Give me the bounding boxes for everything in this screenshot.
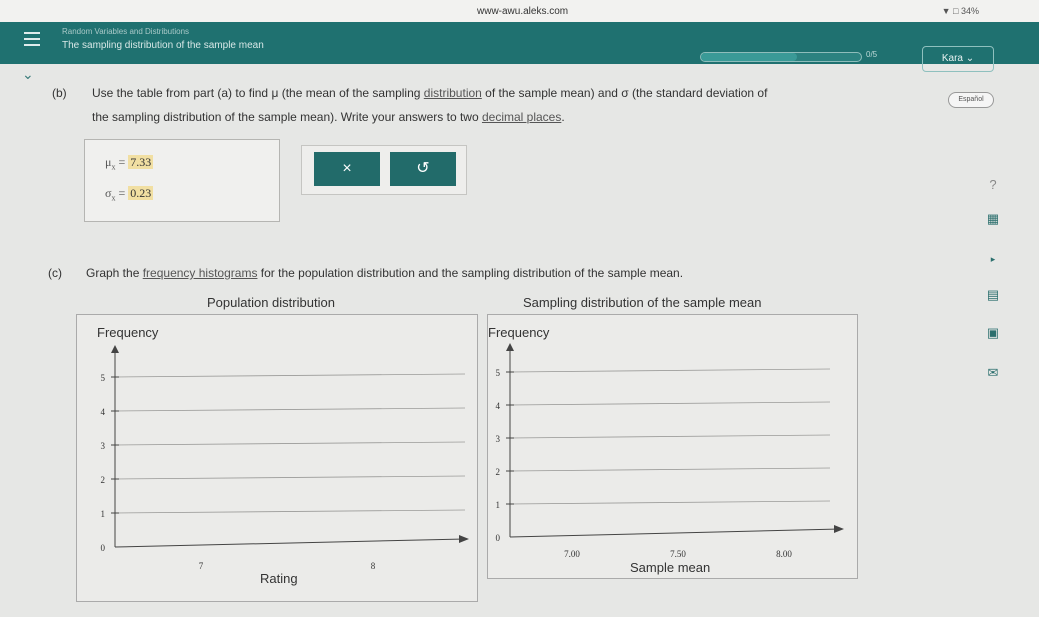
sigma-answer-input[interactable]: 0.23 [130,186,152,200]
collapse-chevron-icon[interactable]: ⌄ [22,66,34,82]
progress-fill [701,53,797,61]
part-b-text-4: (the standard deviation of [632,86,768,100]
topic-label: Random Variables and Distributions [62,27,190,36]
help-icon[interactable]: ? [989,177,997,192]
samp-y-tick-label: 3 [495,434,500,444]
part-b-line-2-end: . [561,110,565,124]
frequency-histograms-link[interactable]: frequency histograms [142,266,258,280]
mu-subscript: x [111,162,116,172]
population-x-arrow [459,535,469,543]
part-b-text [92,86,767,100]
population-graph-canvas[interactable] [77,315,477,601]
part-c-text-1: Graph the [86,266,140,280]
sampling-graph-title: Sampling distribution of the sample mean [523,295,762,310]
population-y-arrow [111,345,119,353]
sampling-x-arrow [834,525,844,533]
part-c-text-2: for the population distribution and the sampling distribution of the sample mean. [260,266,684,280]
part-b-text-2: (the mean of the sampling [281,86,421,100]
samp-y-tick-label: 1 [495,500,500,510]
device-status: ▼ □ 34% [941,6,979,16]
mu-answer-label: μ [105,155,112,169]
pop-gridline [115,374,465,377]
pop-gridline [115,408,465,411]
page-title: The sampling distribution of the sample mean [62,40,264,51]
samp-gridline [510,402,830,405]
samp-gridline [510,501,830,504]
decimal-places-link[interactable]: decimal places [481,110,562,124]
clear-button[interactable]: × [314,152,380,186]
answer-box [84,139,280,222]
samp-x-tick-label: 7.50 [670,549,686,559]
grid-icon[interactable]: ▤ [986,287,1000,302]
mu-equals: = [118,155,126,169]
pop-y-tick-label: 0 [100,543,105,553]
progress-text: 0/5 [866,50,878,59]
pop-gridline [115,442,465,445]
population-graph[interactable] [76,314,478,602]
hamburger-menu-icon[interactable] [24,32,40,46]
app-header [0,22,1039,64]
population-x-axis [115,539,465,547]
mu-answer-row [105,155,153,171]
part-b-line-2 [92,110,565,124]
distribution-link[interactable]: distribution [423,86,482,100]
sampling-x-axis [510,529,840,537]
samp-x-tick-label: 8.00 [776,549,792,559]
population-graph-title: Population distribution [207,295,335,310]
pop-y-tick-label: 2 [100,475,105,485]
url-text[interactable]: www-awu.aleks.com [477,6,569,17]
sampling-graph-canvas[interactable] [488,315,857,578]
population-x-axis-label: Rating [260,571,298,586]
pop-y-tick-label: 5 [100,373,105,383]
bookmark-icon[interactable]: ▣ [986,325,1000,340]
samp-y-tick-label: 2 [495,467,500,477]
part-b-text-3: of the sample mean) and [485,86,618,100]
part-c-text [86,266,683,280]
sampling-y-arrow [506,343,514,351]
sigma-answer-label: σ [105,186,112,200]
pop-gridline [115,476,465,479]
samp-y-tick-label: 4 [495,401,500,411]
part-b-line-2-text: the sampling distribution of the sample mean). Write your answers to two [92,110,479,124]
calculator-icon[interactable]: ▦ [986,211,1000,226]
samp-x-tick-label: 7.00 [564,549,580,559]
chevron-down-icon: ⌄ [965,53,975,64]
sampling-x-axis-label: Sample mean [630,560,711,575]
sigma-symbol: σ [621,86,629,100]
samp-gridline [510,468,830,471]
play-icon[interactable]: ▸ [990,254,996,264]
sigma-subscript: x [111,193,116,203]
progress-bar [700,52,862,62]
pop-y-tick-label: 1 [100,509,105,519]
mu-symbol: μ [271,86,279,100]
user-name: Kara [941,53,963,64]
language-button[interactable]: Español [948,92,994,108]
sampling-graph[interactable] [487,314,858,579]
user-menu-button[interactable] [922,46,994,72]
samp-gridline [510,435,830,438]
part-b-label: (b) [52,86,67,100]
pop-y-tick-label: 4 [100,407,105,417]
sampling-y-axis-label: Frequency [488,325,550,340]
samp-y-tick-label: 0 [495,533,500,543]
sigma-equals: = [118,186,126,200]
samp-gridline [510,369,830,372]
part-c-label: (c) [48,266,62,280]
pop-x-tick-label: 8 [370,561,376,571]
part-b-text-1: Use the table from part (a) to find [92,86,269,100]
samp-y-tick-label: 5 [495,368,500,378]
pop-x-tick-label: 7 [198,561,204,571]
pop-gridline [115,510,465,513]
pop-y-tick-label: 3 [100,441,105,451]
mu-answer-input[interactable]: 7.33 [130,155,152,169]
mail-icon[interactable]: ✉ [987,365,999,380]
undo-button[interactable]: ↺ [390,152,456,186]
population-y-axis-label: Frequency [97,325,159,340]
sigma-answer-row [105,186,153,202]
browser-bar [0,0,1039,22]
answer-tools [301,145,467,195]
